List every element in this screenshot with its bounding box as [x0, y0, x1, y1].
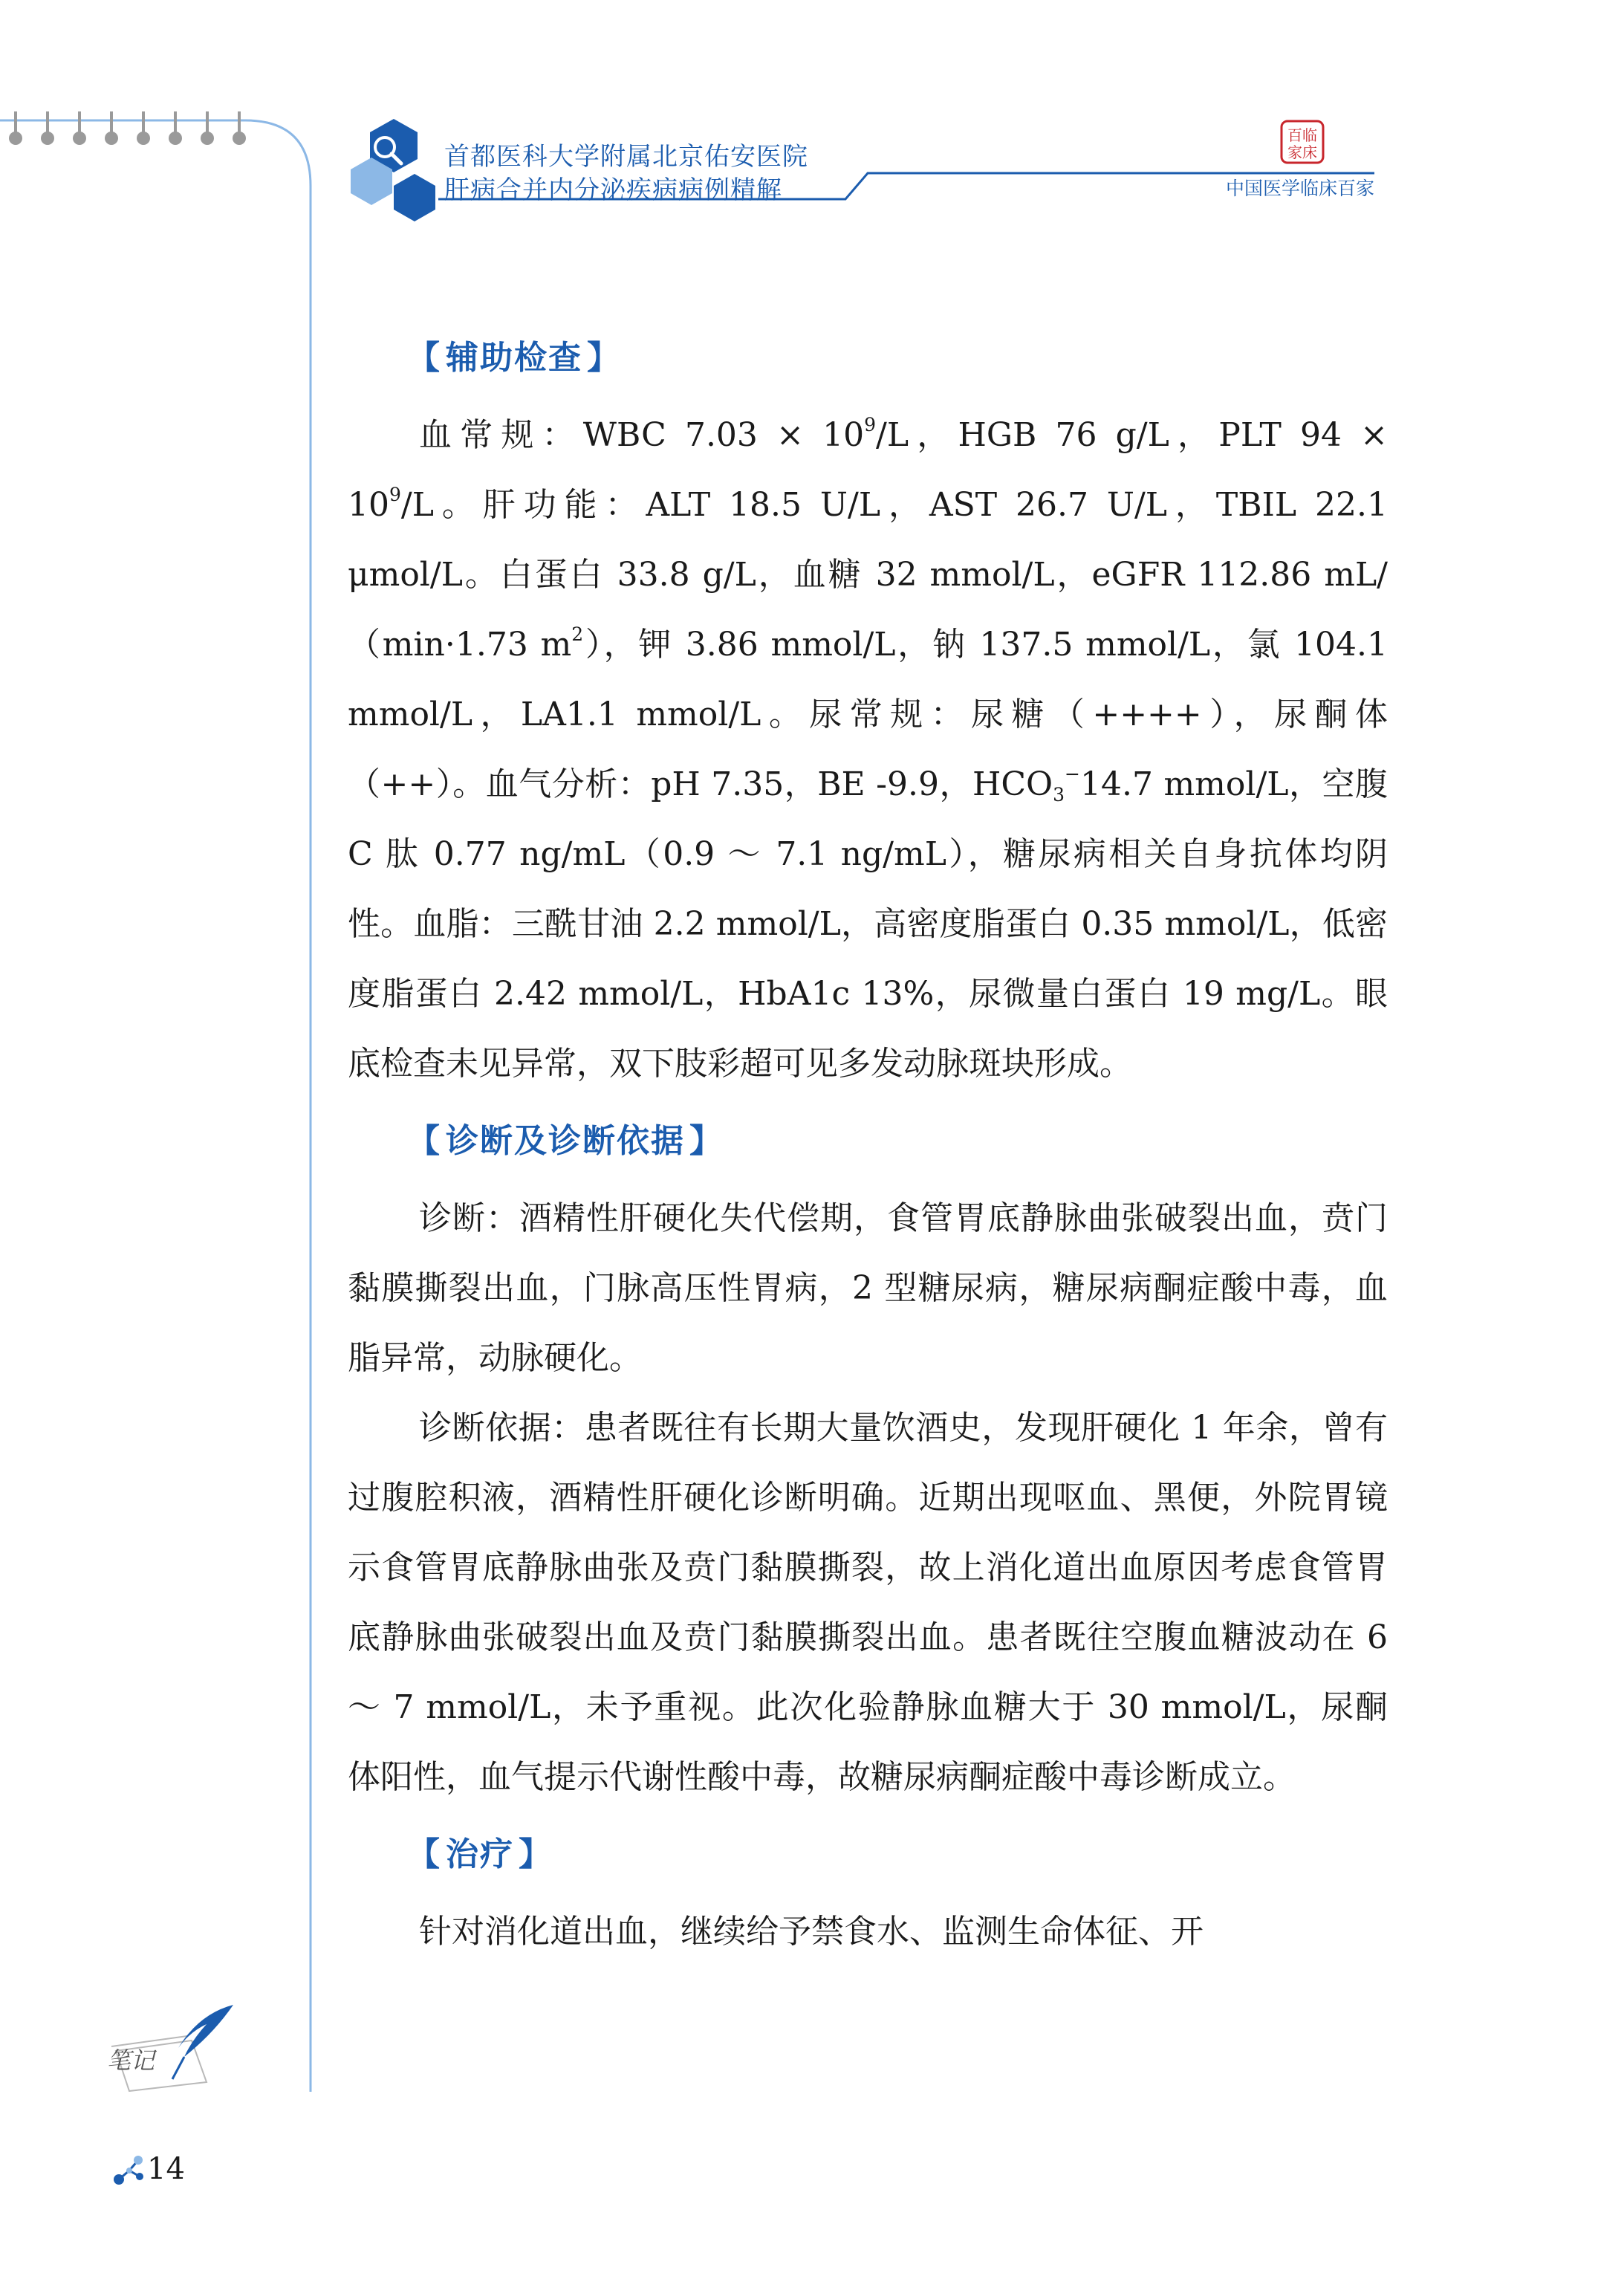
header-hospital: 首都医科大学附属北京佑安医院 — [444, 142, 808, 172]
section-title: 辅助检查 — [446, 339, 582, 377]
series-seal-logo — [1279, 119, 1325, 165]
header-book-title: 肝病合并内分泌疾病病例精解 — [444, 175, 782, 205]
page-molecule-icon — [110, 2151, 147, 2188]
section-heading: 【 治疗 】 — [348, 1827, 1388, 1882]
paragraph: 诊断：酒精性肝硬化失代偿期，食管胃底静脉曲张破裂出血，贲门黏膜撕裂出血，门脉高压性胃病，2 型糖尿病，糖尿病酮症酸中毒，血脂异常，动脉硬化。 — [348, 1199, 1388, 1377]
paragraph: 血常规：WBC $7.03 \times 10^9/L$，HGB 76 g/L，PLT $94 \times 10^9/L$。肝功能：ALT 18.5 U/L，AST 26.7 U/L，TBIL 22.1 μmol/L。白蛋白 33.8 g/L，血糖 32 mmol/L，eGFR 112.86 mL/（min·1.73 $m^2$），钾 3.86 mmol/L，钠 137.5 mmol/L，氯 104.1 mmol/L，LA1.1 mmol/L。尿常规：尿糖（++++），尿酮体（++）。血气分析：pH 7.35，BE -9.9，$HCO_3^-14.7$ mmol/L，空腹 C 肽 0.77 ng/mL（0.9 ～ 7.1 ng/mL），糖尿病相关自身抗体均阴性。血脂：三酰甘油 2.2 mmol/L，高密度脂蛋白 0.35 mmol/L，低密度脂蛋白 2.42 mmol/L，HbA1c 13%，尿微量白蛋白 19 mg/L。眼底检查未见异常，双下肢彩超可见多发动脉斑块形成。 — [348, 414, 1388, 1083]
section-title: 治疗 — [446, 1835, 514, 1873]
paragraph: 诊断依据：患者既往有长期大量饮酒史，发现肝硬化 1 年余，曾有过腹腔积液，酒精性肝硬化诊断明确。近期出现呕血、黑便，外院胃镜示食管胃底静脉曲张及贲门黏膜撕裂，故上消化道出血原因考虑食管胃底静脉曲张破裂出血及贲门黏膜撕裂出血。患者既往空腹血糖波动在 6 ～ 7 mmol/L，未予重视。此次化验静脉血糖大于 30 mmol/L，尿酮体阳性，血气提示代谢性酸中毒，故糖尿病酮症酸中毒诊断成立。 — [348, 1409, 1388, 1796]
paragraph: 针对消化道出血，继续给予禁食水、监测生命体征、开 — [419, 1913, 1204, 1951]
svg-text:家床: 家床 — [1287, 143, 1317, 161]
svg-text:笔记: 笔记 — [107, 2046, 155, 2075]
header-series: 中国医学临床百家 — [1226, 178, 1375, 199]
page-number: 14 — [147, 2152, 185, 2186]
notes-quill-icon — [95, 1999, 236, 2095]
binder-rings-icon — [0, 111, 253, 171]
page-body — [348, 331, 1388, 1967]
section-heading: 【 辅助检查 】 — [348, 331, 1388, 386]
section-heading: 【 诊断及诊断依据 】 — [348, 1114, 1388, 1169]
section-title: 诊断及诊断依据 — [446, 1122, 685, 1160]
svg-text:百临: 百临 — [1287, 126, 1317, 144]
margin-rule — [0, 0, 327, 2095]
